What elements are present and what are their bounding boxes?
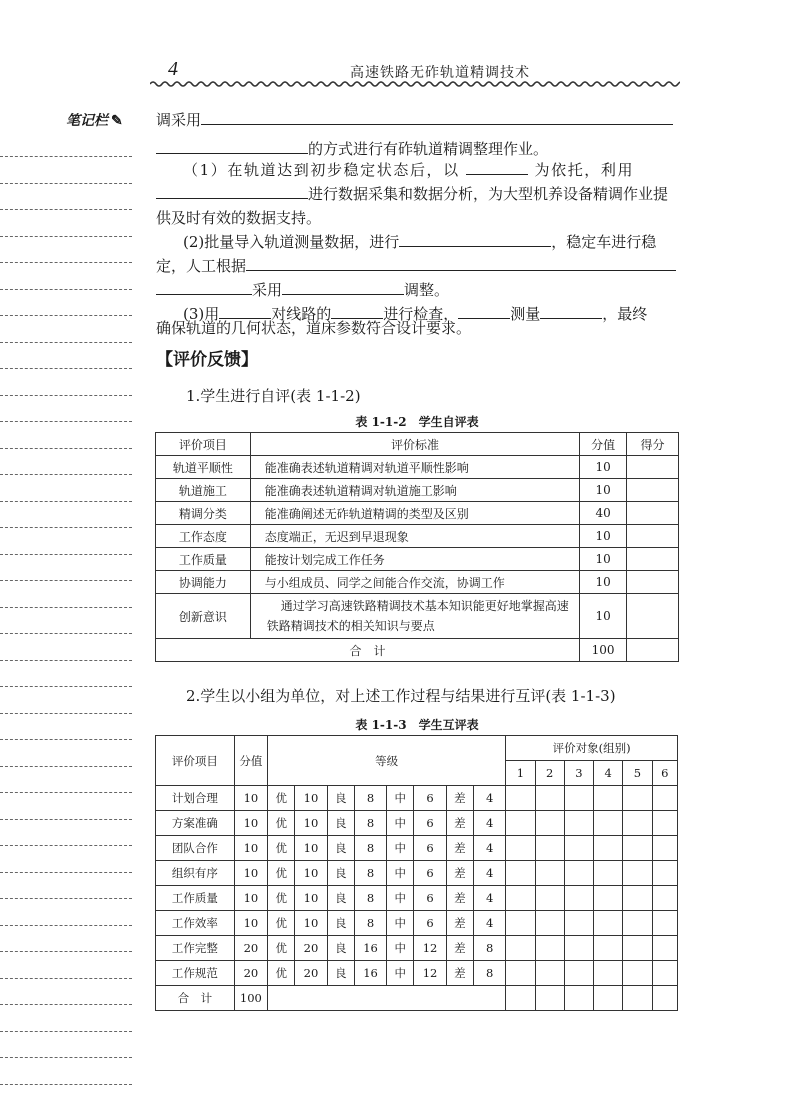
rating-cell[interactable] (594, 986, 623, 1011)
item-cell: 创新意识 (156, 594, 251, 639)
item-cell: 轨道平顺性 (156, 456, 251, 479)
header-cell: 评价项目 (156, 433, 251, 456)
notes-line (0, 792, 132, 793)
grade-label: 优 (268, 861, 295, 886)
standard-cell: 态度端正，无迟到早退现象 (250, 525, 579, 548)
table-row (156, 961, 678, 986)
grade-label: 中 (387, 911, 414, 936)
score-cell[interactable] (627, 571, 679, 594)
score-value: 10 (580, 525, 627, 548)
header-cell: 得分 (627, 433, 679, 456)
body-line-6: (2)批量导入轨道测量数据，进行 ，稳定车进行稳 (183, 228, 656, 257)
rating-cell[interactable] (506, 986, 535, 1011)
grade-value: 8 (354, 911, 386, 936)
header-cell: 分值 (580, 433, 627, 456)
notes-line (0, 633, 132, 634)
rating-cell[interactable] (535, 936, 564, 961)
item-cell: 精调分类 (156, 502, 251, 525)
grade-label: 良 (327, 861, 354, 886)
section-title: 【评价反馈】 (156, 350, 258, 370)
score-value: 10 (580, 479, 627, 502)
rating-cell[interactable] (535, 811, 564, 836)
grade-label: 优 (268, 836, 295, 861)
table-header-row (156, 433, 679, 456)
grade-label: 优 (268, 961, 295, 986)
notes-line (0, 448, 132, 449)
rating-cell[interactable] (623, 811, 652, 836)
table-1-caption: 表 1-1-2 学生自评表 (355, 415, 479, 429)
grade-value: 8 (354, 811, 386, 836)
rating-cell[interactable] (623, 911, 652, 936)
rating-cell[interactable] (506, 811, 535, 836)
rating-cell[interactable] (506, 886, 535, 911)
grade-label: 良 (327, 911, 354, 936)
notes-line (0, 289, 132, 290)
table-row (156, 786, 678, 811)
grade-value: 8 (354, 861, 386, 886)
grade-value: 10 (295, 786, 327, 811)
score-value: 10 (234, 911, 267, 936)
notes-line (0, 1084, 132, 1085)
grade-value: 8 (354, 836, 386, 861)
rating-cell[interactable] (652, 911, 677, 936)
item-cell: 工作完整 (156, 936, 235, 961)
total-value: 100 (234, 986, 267, 1011)
self-assessment-table (155, 432, 679, 662)
score-cell[interactable] (627, 502, 679, 525)
table-row (156, 811, 678, 836)
grade-label: 中 (387, 936, 414, 961)
table-total-row (156, 986, 678, 1011)
grade-value: 4 (473, 786, 505, 811)
standard-cell: 能准确表述轨道精调对轨道平顺性影响 (250, 456, 579, 479)
notes-line (0, 660, 132, 661)
standard-cell: 能按计划完成工作任务 (250, 548, 579, 571)
grade-label: 差 (446, 961, 473, 986)
table-row (156, 594, 679, 639)
grade-value: 4 (473, 861, 505, 886)
notes-line (0, 1031, 132, 1032)
score-value: 10 (580, 594, 627, 639)
rating-cell[interactable] (623, 836, 652, 861)
grade-label: 中 (387, 836, 414, 861)
grade-value: 10 (295, 861, 327, 886)
table-row (156, 886, 678, 911)
rating-cell[interactable] (594, 786, 623, 811)
total-value: 100 (580, 639, 627, 662)
rating-cell[interactable] (506, 786, 535, 811)
rating-cell[interactable] (652, 786, 677, 811)
item-cell: 工作态度 (156, 525, 251, 548)
notes-line (0, 554, 132, 555)
table-row (156, 936, 678, 961)
score-cell[interactable] (627, 456, 679, 479)
body-line-7: 定，人工根据 (156, 252, 676, 281)
grade-value: 6 (414, 811, 446, 836)
score-value: 10 (580, 548, 627, 571)
grade-value: 10 (295, 811, 327, 836)
grade-value: 6 (414, 836, 446, 861)
grade-label: 差 (446, 836, 473, 861)
grade-value: 4 (473, 886, 505, 911)
item-cell: 团队合作 (156, 836, 235, 861)
header-cell: 分值 (234, 736, 267, 786)
page-number: 4 (168, 58, 178, 80)
notes-line (0, 209, 132, 210)
score-cell[interactable] (627, 525, 679, 548)
grade-value: 4 (473, 836, 505, 861)
grade-label: 良 (327, 961, 354, 986)
score-cell[interactable] (627, 594, 679, 639)
total-label: 合 计 (156, 986, 235, 1011)
rating-cell[interactable] (652, 836, 677, 861)
table-2-caption: 表 1-1-3 学生互评表 (355, 718, 479, 732)
rating-cell[interactable] (594, 911, 623, 936)
notes-label: 笔记栏 ✎ (66, 113, 123, 129)
body-line-3: （1）在轨道达到初步稳定状态后，以 为依托，利用 (183, 156, 634, 185)
notes-line (0, 1057, 132, 1058)
score-value: 10 (580, 456, 627, 479)
item-cell: 协调能力 (156, 571, 251, 594)
rating-cell[interactable] (652, 811, 677, 836)
notes-line (0, 262, 132, 263)
notes-line (0, 898, 132, 899)
grade-value: 10 (295, 836, 327, 861)
header-cell: 评价标准 (250, 433, 579, 456)
grade-label: 良 (327, 886, 354, 911)
notes-line (0, 845, 132, 846)
body-line-5: 供及时有效的数据支持。 (156, 209, 322, 227)
total-label: 合 计 (156, 639, 580, 662)
rating-cell[interactable] (652, 936, 677, 961)
grade-value: 10 (295, 911, 327, 936)
grade-label: 优 (268, 811, 295, 836)
table-row (156, 836, 678, 861)
body-line-2: 的方式进行有砟轨道精调整理作业。 (156, 135, 548, 164)
score-value: 40 (580, 502, 627, 525)
body-line-9: (3)用 对线路的 进行检查， 测量 ，最终 (183, 300, 647, 329)
grade-value: 8 (354, 786, 386, 811)
grade-label: 良 (327, 811, 354, 836)
standard-cell: 能准确阐述无砟轨道精调的类型及区别 (250, 502, 579, 525)
grade-label: 差 (446, 936, 473, 961)
rating-cell[interactable] (594, 936, 623, 961)
standard-cell: 能准确表述轨道精调对轨道施工影响 (250, 479, 579, 502)
rating-cell[interactable] (564, 836, 593, 861)
notes-line (0, 686, 132, 687)
group-number: 4 (594, 761, 623, 786)
grade-value: 20 (295, 961, 327, 986)
grade-label: 中 (387, 861, 414, 886)
rating-cell[interactable] (594, 836, 623, 861)
notes-line (0, 501, 132, 502)
score-value: 10 (234, 786, 267, 811)
rating-cell[interactable] (564, 786, 593, 811)
notes-line (0, 951, 132, 952)
notes-line (0, 872, 132, 873)
running-header-title: 高速铁路无砟轨道精调技术 (350, 65, 530, 81)
table-header-row (156, 736, 678, 761)
notes-line (0, 925, 132, 926)
group-number: 1 (506, 761, 535, 786)
notes-line (0, 236, 132, 237)
grade-value: 16 (354, 936, 386, 961)
grade-label: 良 (327, 786, 354, 811)
grade-label: 优 (268, 786, 295, 811)
grade-value: 16 (354, 961, 386, 986)
rating-cell[interactable] (535, 886, 564, 911)
grade-label: 中 (387, 886, 414, 911)
group-number: 6 (652, 761, 677, 786)
body-line-8: 采用 调整。 (156, 276, 449, 305)
score-cell[interactable] (627, 479, 679, 502)
rating-cell[interactable] (623, 936, 652, 961)
body-line-1: 调采用 (156, 106, 673, 135)
score-value: 20 (234, 961, 267, 986)
item-2-heading: 2.学生以小组为单位，对上述工作过程与结果进行互评(表 1-1-3) (186, 687, 616, 705)
grade-label: 差 (446, 861, 473, 886)
score-value: 10 (234, 861, 267, 886)
notes-line (0, 183, 132, 184)
grade-label: 差 (446, 786, 473, 811)
grade-value: 6 (414, 786, 446, 811)
grade-value: 10 (295, 886, 327, 911)
notes-line (0, 527, 132, 528)
score-value: 20 (234, 936, 267, 961)
item-cell: 工作规范 (156, 961, 235, 986)
notes-line (0, 713, 132, 714)
rating-cell[interactable] (594, 811, 623, 836)
grade-label: 中 (387, 811, 414, 836)
table-row (156, 861, 678, 886)
grade-label: 良 (327, 836, 354, 861)
rating-cell[interactable] (535, 961, 564, 986)
rating-cell[interactable] (652, 886, 677, 911)
rating-cell[interactable] (535, 911, 564, 936)
grade-value: 6 (414, 861, 446, 886)
notes-line (0, 395, 132, 396)
notes-line (0, 1004, 132, 1005)
rating-cell[interactable] (506, 836, 535, 861)
item-cell: 工作质量 (156, 548, 251, 571)
empty-cell (268, 986, 506, 1011)
notes-line (0, 421, 132, 422)
grade-value: 8 (473, 961, 505, 986)
grade-label: 差 (446, 886, 473, 911)
group-number: 3 (564, 761, 593, 786)
rating-cell[interactable] (535, 786, 564, 811)
notes-line (0, 342, 132, 343)
rating-cell[interactable] (564, 811, 593, 836)
score-cell[interactable] (627, 639, 679, 662)
table-row (156, 479, 679, 502)
item-cell: 工作效率 (156, 911, 235, 936)
grade-value: 12 (414, 936, 446, 961)
notes-line (0, 819, 132, 820)
notes-line (0, 580, 132, 581)
group-number: 2 (535, 761, 564, 786)
grade-value: 8 (354, 886, 386, 911)
rating-cell[interactable] (623, 961, 652, 986)
score-value: 10 (234, 811, 267, 836)
grade-value: 4 (473, 811, 505, 836)
grade-label: 优 (268, 936, 295, 961)
table-total-row (156, 639, 679, 662)
header-cell: 评价对象(组别) (506, 736, 678, 761)
rating-cell[interactable] (564, 861, 593, 886)
rating-cell[interactable] (594, 861, 623, 886)
rating-cell[interactable] (623, 786, 652, 811)
table-row (156, 525, 679, 548)
rating-cell[interactable] (652, 861, 677, 886)
item-cell: 组织有序 (156, 861, 235, 886)
group-number: 5 (623, 761, 652, 786)
rating-cell[interactable] (564, 911, 593, 936)
rating-cell[interactable] (506, 936, 535, 961)
rating-cell[interactable] (535, 836, 564, 861)
rating-cell[interactable] (652, 986, 677, 1011)
grade-label: 优 (268, 911, 295, 936)
item-cell: 方案准确 (156, 811, 235, 836)
rating-cell[interactable] (594, 886, 623, 911)
grade-label: 中 (387, 786, 414, 811)
grade-value: 8 (473, 936, 505, 961)
header-cell: 评价项目 (156, 736, 235, 786)
rating-cell[interactable] (623, 986, 652, 1011)
notes-line (0, 978, 132, 979)
item-cell: 工作质量 (156, 886, 235, 911)
table-row (156, 502, 679, 525)
grade-value: 6 (414, 886, 446, 911)
rating-cell[interactable] (535, 861, 564, 886)
header-wave-divider (150, 80, 680, 88)
item-cell: 计划合理 (156, 786, 235, 811)
rating-cell[interactable] (623, 861, 652, 886)
rating-cell[interactable] (506, 911, 535, 936)
notes-line (0, 766, 132, 767)
table-row (156, 456, 679, 479)
standard-cell: 通过学习高速铁路精调技术基本知识能更好地掌握高速铁路精调技术的相关知识与要点 (250, 594, 579, 639)
pencil-icon: ✎ (111, 113, 123, 129)
rating-cell[interactable] (594, 961, 623, 986)
notes-line (0, 474, 132, 475)
header-cell: 等级 (268, 736, 506, 786)
table-row (156, 571, 679, 594)
rating-cell[interactable] (506, 961, 535, 986)
rating-cell[interactable] (506, 861, 535, 886)
grade-value: 4 (473, 911, 505, 936)
grade-label: 差 (446, 811, 473, 836)
rating-cell[interactable] (652, 961, 677, 986)
rating-cell[interactable] (564, 886, 593, 911)
grade-label: 中 (387, 961, 414, 986)
body-line-4: 进行数据采集和数据分析，为大型机养设备精调作业提 (156, 180, 668, 209)
score-value: 10 (580, 571, 627, 594)
notes-line (0, 315, 132, 316)
grade-label: 良 (327, 936, 354, 961)
notes-line (0, 156, 132, 157)
grade-label: 差 (446, 911, 473, 936)
notes-line (0, 739, 132, 740)
rating-cell[interactable] (564, 986, 593, 1011)
grade-value: 20 (295, 936, 327, 961)
table-row (156, 548, 679, 571)
rating-cell[interactable] (623, 886, 652, 911)
table-row (156, 911, 678, 936)
score-value: 10 (234, 886, 267, 911)
item-cell: 轨道施工 (156, 479, 251, 502)
notes-line (0, 607, 132, 608)
score-value: 10 (234, 836, 267, 861)
item-1-heading: 1.学生进行自评(表 1-1-2) (186, 387, 361, 405)
body-line-10: 确保轨道的几何状态，道床参数符合设计要求。 (156, 319, 472, 337)
grade-value: 12 (414, 961, 446, 986)
grade-label: 优 (268, 886, 295, 911)
peer-assessment-table (155, 735, 678, 1011)
grade-value: 6 (414, 911, 446, 936)
rating-cell[interactable] (535, 986, 564, 1011)
standard-cell: 与小组成员、同学之间能合作交流，协调工作 (250, 571, 579, 594)
notes-line (0, 368, 132, 369)
score-cell[interactable] (627, 548, 679, 571)
rating-cell[interactable] (564, 961, 593, 986)
rating-cell[interactable] (564, 936, 593, 961)
